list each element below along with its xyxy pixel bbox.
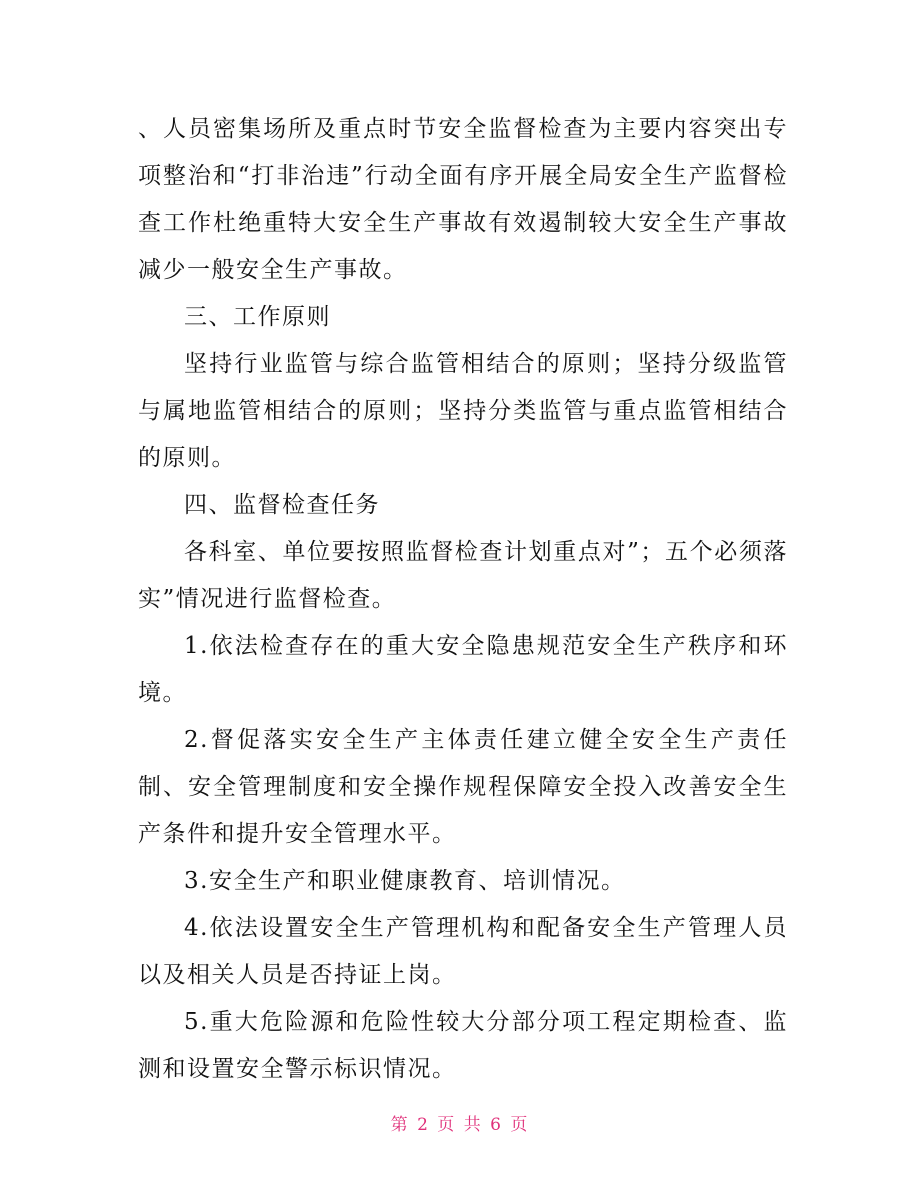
document-body — [138, 106, 788, 1093]
list-item-task-4: 4.依法设置安全生产管理机构和配备安全生产管理人员以及相关人员是否持证上岗。 — [138, 915, 788, 988]
heading-work-principles: 三、工作原则 — [184, 304, 331, 330]
paragraph-tasks-intro: 各科室、单位要按照监督检查计划重点对”；五个必须落实”情况进行监督检查。 — [138, 539, 788, 612]
page-number-footer: 第 2 页 共 6 页 — [390, 1115, 530, 1135]
list-item-task-3: 3.安全生产和职业健康教育、培训情况。 — [184, 868, 626, 894]
list-item-task-1: 1.依法检查存在的重大安全隐患规范安全生产秩序和环境。 — [138, 633, 788, 706]
paragraph-intro-continuation: 、人员密集场所及重点时节安全监督检查为主要内容突出专项整治和“打非治违”行动全面有序开展全局安全生产监督检查工作杜绝重特大安全生产事故有效遏制较大安全生产事故减少一般安全生产事故。 — [138, 116, 788, 283]
list-item-task-2: 2.督促落实安全生产主体责任建立健全安全生产责任制、安全管理制度和安全操作规程保障安全投入改善安全生产条件和提升安全管理水平。 — [138, 727, 788, 847]
paragraph-principles: 坚持行业监管与综合监管相结合的原则；坚持分级监管与属地监管相结合的原则；坚持分类监管与重点监管相结合的原则。 — [138, 351, 788, 471]
list-item-task-5: 5.重大危险源和危险性较大分部分项工程定期检查、监测和设置安全警示标识情况。 — [138, 1009, 788, 1082]
heading-inspection-tasks: 四、监督检查任务 — [184, 492, 380, 518]
